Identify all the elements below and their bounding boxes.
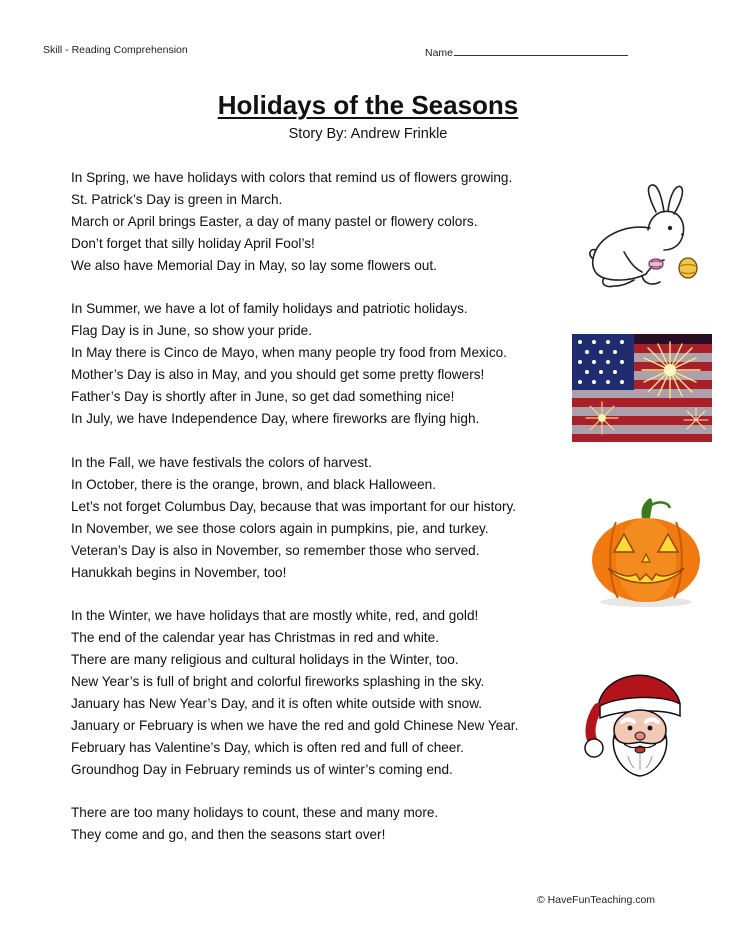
story-line: There are too many holidays to count, these and many more.: [71, 805, 439, 820]
skill-label: Skill - Reading Comprehension: [43, 44, 188, 56]
stanza-summer: [71, 298, 507, 430]
story-line: In November, we see those colors again in pumpkins, pie, and turkey.: [71, 521, 489, 536]
story-line: In May there is Cinco de Mayo, when many people try food from Mexico.: [71, 345, 507, 360]
story-line: January has New Year’s Day, and it is often white outside with snow.: [71, 696, 483, 711]
stanza-closing: [71, 802, 438, 846]
story-line: February has Valentine’s Day, which is often red and full of cheer.: [71, 740, 464, 755]
story-line: Groundhog Day in February reminds us of winter’s coming end.: [71, 762, 453, 777]
story-line: There are many religious and cultural holidays in the Winter, too.: [71, 652, 459, 667]
story-byline: Story By: Andrew Frinkle: [288, 126, 448, 142]
story-line: Father’s Day is shortly after in June, so get dad something nice!: [71, 389, 455, 404]
copyright-footer: © HaveFunTeaching.com: [537, 894, 656, 906]
name-field: [425, 44, 628, 59]
story-line: Hanukkah begins in November, too!: [71, 565, 287, 580]
story-line: Don’t forget that silly holiday April Fool’s!: [71, 236, 315, 251]
story-line: Mother’s Day is also in May, and you should get some pretty flowers!: [71, 367, 485, 382]
stanza-winter: [71, 605, 518, 781]
story-line: The end of the calendar year has Christmas in red and white.: [71, 630, 439, 645]
story-line: St. Patrick’s Day is green in March.: [71, 192, 283, 207]
story-line: Veteran’s Day is also in November, so remember those who served.: [71, 543, 480, 558]
story-line: In Summer, we have a lot of family holidays and patriotic holidays.: [71, 301, 468, 316]
story-line: January or February is when we have the red and gold Chinese New Year.: [71, 718, 519, 733]
story-line: March or April brings Easter, a day of many pastel or flowery colors.: [71, 214, 478, 229]
story-line: Flag Day is in June, so show your pride.: [71, 323, 313, 338]
name-label: Name: [425, 47, 454, 59]
worksheet-title: Holidays of the Seasons: [217, 90, 519, 120]
story-line: In October, there is the orange, brown, and black Halloween.: [71, 477, 436, 492]
story-line: In July, we have Independence Day, where fireworks are flying high.: [71, 411, 480, 426]
easter-bunny-illustration: [584, 182, 708, 294]
stanza-fall: [71, 452, 516, 584]
story-line: In Spring, we have holidays with colors that remind us of flowers growing.: [71, 170, 513, 185]
story-line: Let’s not forget Columbus Day, because that was important for our history.: [71, 499, 517, 514]
stanza-spring: [71, 167, 512, 277]
story-line: We also have Memorial Day in May, so lay some flowers out.: [71, 258, 437, 273]
santa-claus-illustration: [584, 670, 692, 778]
story-line: They come and go, and then the seasons start over!: [71, 827, 386, 842]
name-blank-line: [454, 44, 628, 56]
flag-fireworks-photo: [572, 334, 712, 442]
story-line: In the Winter, we have holidays that are mostly white, red, and gold!: [71, 608, 479, 623]
jack-o-lantern-illustration: [588, 496, 704, 610]
story-line: In the Fall, we have festivals the colors of harvest.: [71, 455, 372, 470]
story-line: New Year’s is full of bright and colorful fireworks splashing in the sky.: [71, 674, 485, 689]
